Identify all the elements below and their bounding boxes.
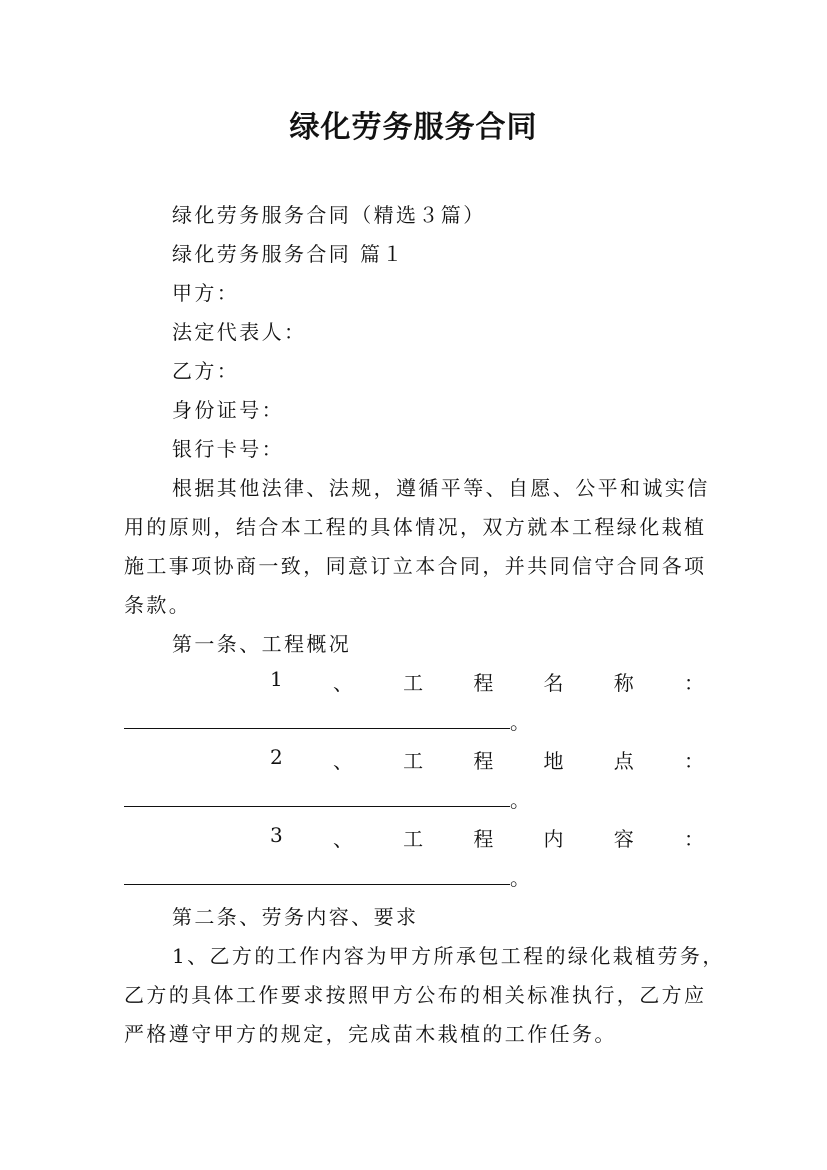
legal-representative-label: 法定代表人： bbox=[172, 320, 307, 344]
paragraph-line: 乙方的具体工作要求按照甲方公布的相关标准执行，乙方应 bbox=[124, 983, 707, 1007]
party-a-label: 甲方： bbox=[172, 281, 240, 305]
item-char: 点 bbox=[613, 749, 634, 773]
item-char: ： bbox=[683, 671, 704, 695]
item-char: 容 bbox=[613, 827, 634, 851]
section-heading-2: 第二条、劳务内容、要求 bbox=[172, 905, 419, 929]
blank-underline bbox=[124, 709, 510, 729]
item-char: 、 bbox=[332, 671, 353, 695]
fill-in-blank bbox=[124, 784, 530, 813]
item-char: 工 bbox=[403, 827, 424, 851]
article-heading: 绿化劳务服务合同 篇１ bbox=[172, 242, 405, 266]
paragraph-line: 条款。 bbox=[124, 593, 192, 617]
item-char: 名 bbox=[543, 671, 564, 695]
subtitle-line: 绿化劳务服务合同（精选３篇） bbox=[172, 203, 486, 227]
item-char: 2 bbox=[270, 745, 283, 769]
paragraph-line: 严格遵守甲方的规定，完成苗木栽植的工作任务。 bbox=[124, 1022, 617, 1046]
blank-period: 。 bbox=[510, 788, 530, 812]
item-char: 程 bbox=[473, 827, 494, 851]
item-char: 称 bbox=[613, 671, 634, 695]
section-heading-1: 第一条、工程概况 bbox=[172, 632, 352, 656]
document-title: 绿化劳务服务合同 bbox=[289, 110, 538, 145]
blank-period: 。 bbox=[510, 866, 530, 890]
item-char: 、 bbox=[332, 827, 353, 851]
paragraph-line: 根据其他法律、法规，遵循平等、自愿、公平和诚实信 bbox=[172, 476, 710, 500]
fill-in-blank bbox=[124, 706, 530, 735]
party-b-label: 乙方： bbox=[172, 359, 240, 383]
paragraph-line: 1、乙方的工作内容为甲方所承包工程的绿化栽植劳务， bbox=[172, 944, 725, 968]
item-char: 内 bbox=[543, 827, 564, 851]
item-char: 程 bbox=[473, 671, 494, 695]
item-char: 程 bbox=[473, 749, 494, 773]
paragraph-line: 用的原则，结合本工程的具体情况，双方就本工程绿化栽植 bbox=[124, 515, 707, 539]
blank-period: 。 bbox=[510, 710, 530, 734]
item-char: ： bbox=[683, 749, 704, 773]
blank-underline bbox=[124, 787, 510, 807]
id-number-label: 身份证号： bbox=[172, 398, 284, 422]
fill-in-blank bbox=[124, 862, 530, 891]
paragraph-line: 施工事项协商一致，同意订立本合同，并共同信守合同各项 bbox=[124, 554, 707, 578]
item-char: ： bbox=[683, 827, 704, 851]
item-char: 工 bbox=[403, 749, 424, 773]
item-char: 1 bbox=[270, 667, 283, 691]
bank-card-label: 银行卡号： bbox=[172, 437, 284, 461]
item-char: 工 bbox=[403, 671, 424, 695]
project-name-row bbox=[124, 667, 704, 696]
blank-underline bbox=[124, 865, 510, 885]
item-char: 、 bbox=[332, 749, 353, 773]
project-content-row bbox=[124, 823, 704, 852]
item-char: 3 bbox=[270, 823, 283, 847]
project-location-row bbox=[124, 745, 704, 774]
item-char: 地 bbox=[543, 749, 564, 773]
